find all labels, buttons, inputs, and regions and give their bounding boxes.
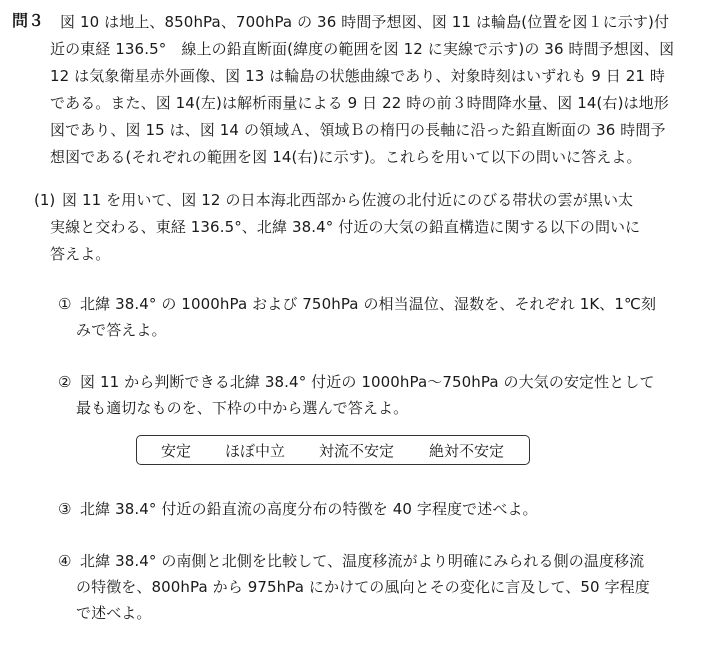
question-number: 問３ bbox=[12, 11, 45, 30]
sub-4-line: の特徴を、800hPa から 975hPa にかけての風向とその変化に言及して、50 字程度 bbox=[76, 578, 650, 596]
sub-2-line: 図 11 から判断できる北緯 38.4° 付近の 1000hPa～750hPa の大気の安定性として bbox=[80, 373, 655, 391]
intro-line: 想図である(それぞれの範囲を図 14(右)に示す)。これらを用いて以下の問いに答えよ。 bbox=[50, 148, 642, 166]
sub-1-line: みで答えよ。 bbox=[76, 321, 167, 339]
sub-2-line: 最も適切なものを、下枠の中から選んで答えよ。 bbox=[76, 399, 409, 417]
sub-1-line: 北緯 38.4° の 1000hPa および 750hPa の相当温位、湿数を、それぞれ 1K、1℃刻 bbox=[80, 295, 657, 313]
part-1-label: (1) bbox=[34, 191, 56, 209]
choice-stable: 安定 bbox=[161, 442, 192, 460]
intro-line: 12 は気象衛星赤外画像、図 13 は輪島の状態曲線であり、対象時刻はいずれも 9 日 21 時 bbox=[50, 67, 665, 85]
sub-4-line: で述べよ。 bbox=[76, 604, 152, 622]
choice-nearly-neutral: ほぼ中立 bbox=[225, 442, 286, 460]
intro-line: 図 10 は地上、850hPa、700hPa の 36 時間予想図、図 11 は輪島(位置を図１に示す)付 bbox=[60, 13, 670, 31]
part-1-line: 実線と交わる、東経 136.5°、北緯 38.4° 付近の大気の鉛直構造に関する以下の問いに bbox=[50, 218, 641, 236]
choice-convective-unstable: 対流不安定 bbox=[319, 442, 395, 460]
sub-3-line: 北緯 38.4° 付近の鉛直流の高度分布の特徴を 40 字程度で述べよ。 bbox=[80, 500, 538, 518]
sub-2-label: ② bbox=[58, 373, 72, 391]
sub-1-label: ① bbox=[58, 295, 72, 313]
sub-4-line: 北緯 38.4° の南側と北側を比較して、温度移流がより明確にみられる側の温度移流 bbox=[80, 552, 645, 570]
choice-box bbox=[136, 435, 530, 465]
intro-line: である。また、図 14(左)は解析雨量による 9 日 22 時の前３時間降水量、図 14(右)は地形 bbox=[50, 94, 669, 112]
sub-3-label: ③ bbox=[58, 500, 72, 518]
intro-line: 近の東経 136.5° 線上の鉛直断面(緯度の範囲を図 12 に実線で示す)の 36 時間予想図、図 bbox=[50, 40, 675, 58]
intro-line: 図であり、図 15 は、図 14 の領域Ａ、領域Ｂの楕円の長軸に沿った鉛直断面の 36 時間予 bbox=[50, 121, 666, 139]
sub-4-label: ④ bbox=[58, 552, 72, 570]
part-1-line: 答えよ。 bbox=[50, 245, 111, 263]
choice-absolute-unstable: 絶対不安定 bbox=[429, 442, 505, 460]
part-1-line: 図 11 を用いて、図 12 の日本海北西部から佐渡の北付近にのびる帯状の雲が黒い太 bbox=[62, 191, 634, 209]
